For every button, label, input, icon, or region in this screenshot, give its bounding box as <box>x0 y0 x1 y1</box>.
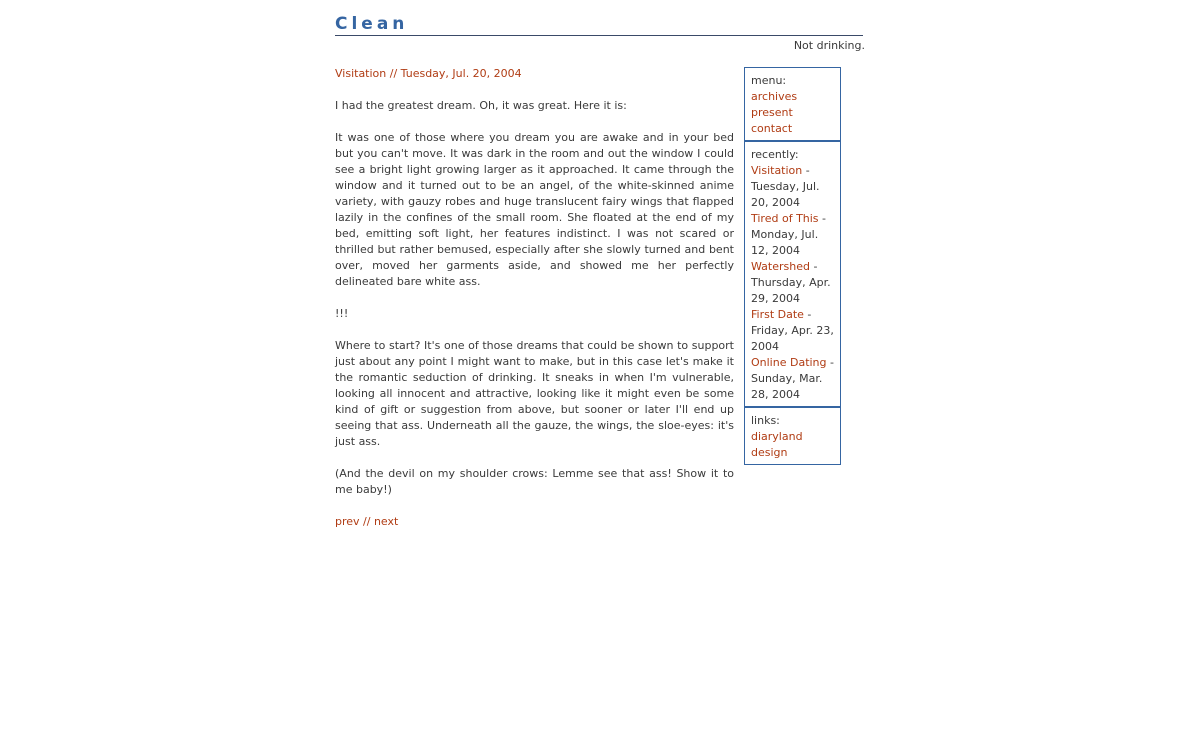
recent-entry-date: Monday, Jul. 12, 2004 <box>751 228 819 257</box>
entry-paragraph: I had the greatest dream. Oh, it was great. Here it is: <box>335 99 627 112</box>
recent-entry-date: Tuesday, Jul. 20, 2004 <box>751 180 820 209</box>
entry-title-separator: // <box>386 67 401 80</box>
entry-paragraph: Where to start? It's one of those dreams that could be shown to support just about any point I might want to make, but in this case let's make it the romantic seduction of drinking. It sneaks in when I'm vulnerable, looking all innocent and attractive, looking like it might even be some kind of gift or suggestion from above, but sooner or later I'll end up seeing that ass. Underneath all the gauze, the wings, the sloe-eyes: it's just ass. <box>335 339 734 448</box>
recent-entry <box>751 211 834 259</box>
recent-entry-link[interactable]: Watershed <box>751 260 810 273</box>
sidebar-recently <box>745 142 840 408</box>
prev-link[interactable]: prev <box>335 515 360 528</box>
menu-heading: menu: <box>751 74 787 87</box>
link-design[interactable]: design <box>751 446 788 459</box>
entry-paragraph: (And the devil on my shoulder crows: Lemme see that ass! Show it to me baby!) <box>335 467 734 496</box>
recent-entry <box>751 259 834 307</box>
recent-entry-date: Thursday, Apr. 29, 2004 <box>751 276 831 305</box>
entry-navigation <box>335 514 734 530</box>
sidebar-menu <box>745 68 840 142</box>
menu-item-contact[interactable]: contact <box>751 122 793 135</box>
entry-title <box>335 66 734 82</box>
links-heading: links: <box>751 414 780 427</box>
entry-title-link[interactable]: Visitation <box>335 67 387 80</box>
next-link[interactable]: next <box>373 515 399 528</box>
recent-entry-separator: - <box>809 260 818 273</box>
page-container <box>335 14 865 528</box>
recent-entry-separator: - <box>818 212 827 225</box>
recent-entry-date: Friday, Apr. 23, 2004 <box>751 324 834 353</box>
entry <box>335 66 734 530</box>
entry-paragraph: It was one of those where you dream you are awake and in your bed but you can't move. It was dark in the room and out the window I could see a bright light growing larger as it approached. It came through the window and it turned out to be an angel, of the white-skinned anime variety, with gauzy robes and huge translucent fairy wings that flapped lazily in the confines of the small room. She floated at the end of my bed, emitting soft light, her features indistinct. I was not scared or thrilled but rather bemused, especially after she slowly turned and bent over, moved her garments aside, and showed me her perfectly delineated bare white ass. <box>335 131 734 288</box>
recent-entry-date: Sunday, Mar. 28, 2004 <box>751 372 823 401</box>
recent-entry-link[interactable]: Tired of This <box>751 212 819 225</box>
link-diaryland[interactable]: diaryland <box>751 430 803 443</box>
recent-entry-separator: - <box>826 356 834 369</box>
site-tagline: Not drinking. <box>793 39 865 52</box>
menu-item-present[interactable]: present <box>751 106 793 119</box>
recent-entry-link[interactable]: First Date <box>751 308 804 321</box>
site-title: Clean <box>335 14 863 36</box>
recent-entry-separator: - <box>802 164 810 177</box>
recently-heading: recently: <box>751 148 799 161</box>
sidebar <box>744 67 841 465</box>
menu-item-archives[interactable]: archives <box>751 90 798 103</box>
recent-entry <box>751 355 834 403</box>
recent-entry-link[interactable]: Visitation <box>751 164 803 177</box>
recent-entry <box>751 163 834 211</box>
recent-entry-link[interactable]: Online Dating <box>751 356 827 369</box>
recent-entry <box>751 307 834 355</box>
nav-separator: // <box>359 515 374 528</box>
recent-entry-separator: - <box>803 308 812 321</box>
sidebar-links <box>745 408 840 464</box>
entry-paragraph: !!! <box>335 307 349 320</box>
entry-date-link[interactable]: Tuesday, Jul. 20, 2004 <box>400 67 522 80</box>
